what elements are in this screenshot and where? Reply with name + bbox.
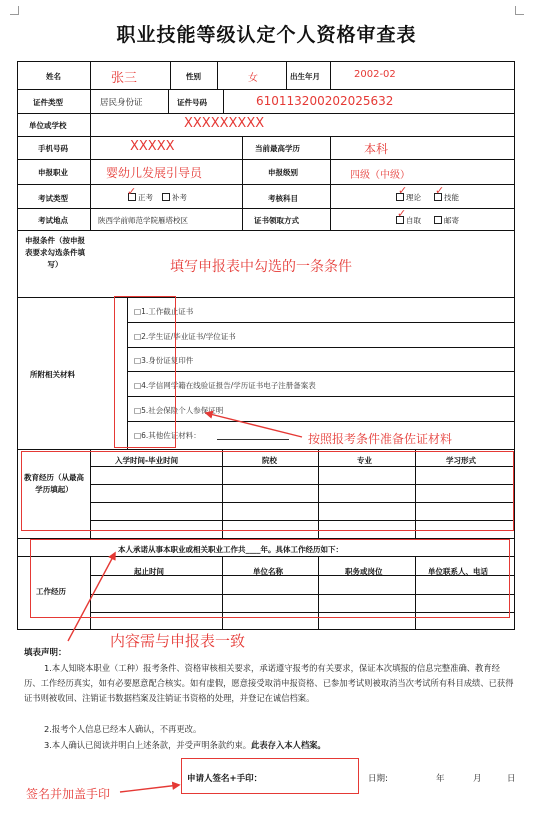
- label-location: 考试地点: [38, 216, 68, 225]
- arrow-signature: [120, 785, 179, 792]
- date-month: 月: [473, 774, 482, 784]
- work-statement: 本人承诺从事本职业或相关职业工作共____年。具体工作经历如下：: [118, 545, 343, 554]
- label-id-no: 证件号码: [177, 98, 207, 107]
- date-label: 日期:: [368, 774, 388, 784]
- label-birth: 出生年月: [290, 72, 320, 81]
- value-id-type[interactable]: 居民身份证: [100, 98, 143, 108]
- declaration-item: 1.本人知晓本职业（工种）报考条件、资格审核相关要求，承诺遵守报考的有关要求，保证本次填报的信息完整准确、教育经历、工作经历真实，如有必要愿意配合核实。如有虚假，愿意接受取消申报资格、已参加考试则被取消当次考试所有科目成绩、已获得证书则被收回、注销证书数据档案及注销证书资格的处理，并登记在诚信档案。: [24, 663, 514, 703]
- arrow-work: [68, 553, 115, 641]
- label-phone: 手机号码: [38, 144, 68, 153]
- label-cert-method: 证书领取方式: [254, 216, 299, 225]
- material-item[interactable]: □4.学信网学籍在线验证报告/学历证书电子注册备案表: [134, 381, 316, 390]
- value-phone[interactable]: XXXXX: [130, 139, 175, 154]
- work-header: 起止时间: [134, 567, 164, 576]
- label-level: 申报级别: [268, 168, 298, 177]
- checkbox-subject-skill[interactable]: 技能: [434, 192, 459, 203]
- label-occupation: 申报职业: [38, 168, 68, 177]
- value-name[interactable]: 张三: [111, 71, 138, 86]
- checkbox-cert-mail[interactable]: 邮寄: [434, 215, 459, 226]
- label-education: 当前最高学历: [255, 144, 300, 153]
- checkbox-cert-self[interactable]: 自取: [396, 215, 421, 226]
- value-education[interactable]: 本科: [364, 142, 389, 156]
- material-item[interactable]: □5.社会保险个人参保证明: [134, 406, 224, 415]
- label-edu-history: 教育经历（从最高学历填起）: [24, 473, 84, 494]
- signature-label[interactable]: 申请人签名+手印：: [187, 774, 263, 784]
- checkbox-exam-makeup[interactable]: 补考: [162, 192, 187, 203]
- value-level[interactable]: 四级（中级）: [350, 170, 410, 181]
- edu-header: 院校: [262, 456, 277, 465]
- checkmark-icon: ✓: [398, 184, 408, 197]
- material-item[interactable]: □3.身份证复印件: [134, 356, 194, 365]
- material-item[interactable]: □6.其他佐证材料：: [134, 431, 201, 440]
- label-unit: 单位或学校: [29, 121, 67, 130]
- page-title: 职业技能等级认定个人资格审查表: [116, 24, 417, 46]
- value-occupation[interactable]: 婴幼儿发展引导员: [106, 166, 203, 180]
- label-name: 姓名: [46, 72, 61, 81]
- edu-header: 入学时间-毕业时间: [115, 456, 179, 465]
- work-header: 职务或岗位: [345, 567, 383, 576]
- date-year: 年: [436, 774, 445, 784]
- label-work-history: 工作经历: [36, 587, 66, 596]
- label-gender: 性别: [186, 72, 201, 81]
- declaration-heading: 填表声明：: [24, 648, 67, 658]
- conditions-note: 填写申报表中勾选的一条条件: [170, 259, 352, 275]
- checkmark-icon: ✓: [397, 207, 407, 220]
- label-materials: 所附相关材料: [30, 370, 75, 379]
- material-item[interactable]: □1.工作截止证书: [134, 307, 194, 316]
- label-exam-type: 考试类型: [38, 194, 68, 203]
- checkbox-subject-theory[interactable]: 理论: [396, 192, 421, 203]
- value-unit[interactable]: XXXXXXXXX: [184, 116, 265, 131]
- value-birth[interactable]: 2002-02: [354, 69, 396, 80]
- material-item[interactable]: □2.学生证/毕业证书/学位证书: [134, 332, 236, 341]
- arrow-materials: [206, 413, 302, 437]
- checkmark-icon: ✓: [127, 185, 137, 198]
- label-id-type: 证件类型: [33, 98, 63, 107]
- date-day: 日: [507, 774, 516, 784]
- sign-note: 签名并加盖手印: [26, 787, 111, 801]
- work-header: 单位名称: [253, 567, 283, 576]
- checkmark-icon: ✓: [435, 184, 445, 197]
- edu-header: 专业: [357, 456, 372, 465]
- materials-note: 按照报考条件准备佐证材料: [308, 432, 453, 446]
- declaration-item-3: 3.本人确认已阅读并明白上述条款，并受声明条款约束。此表存入本人档案。: [44, 740, 326, 750]
- value-gender[interactable]: 女: [248, 73, 258, 84]
- checkbox-exam-regular[interactable]: 正考: [128, 192, 153, 203]
- declaration-item: 2.报考个人信息已经本人确认，不再更改。: [44, 724, 202, 734]
- work-note: 内容需与申报表一致: [110, 632, 246, 650]
- value-location[interactable]: 陕西学前师范学院雁塔校区: [98, 216, 188, 225]
- declaration-archive: 此表存入本人档案。: [251, 740, 326, 750]
- value-id-no[interactable]: 610113200202025632: [256, 94, 394, 108]
- label-conditions: 申报条件（按申报表要求勾选条件填写）: [25, 236, 85, 269]
- label-subject: 考核科目: [268, 194, 298, 203]
- edu-header: 学习形式: [446, 456, 476, 465]
- work-header: 单位联系人、电话: [428, 567, 488, 576]
